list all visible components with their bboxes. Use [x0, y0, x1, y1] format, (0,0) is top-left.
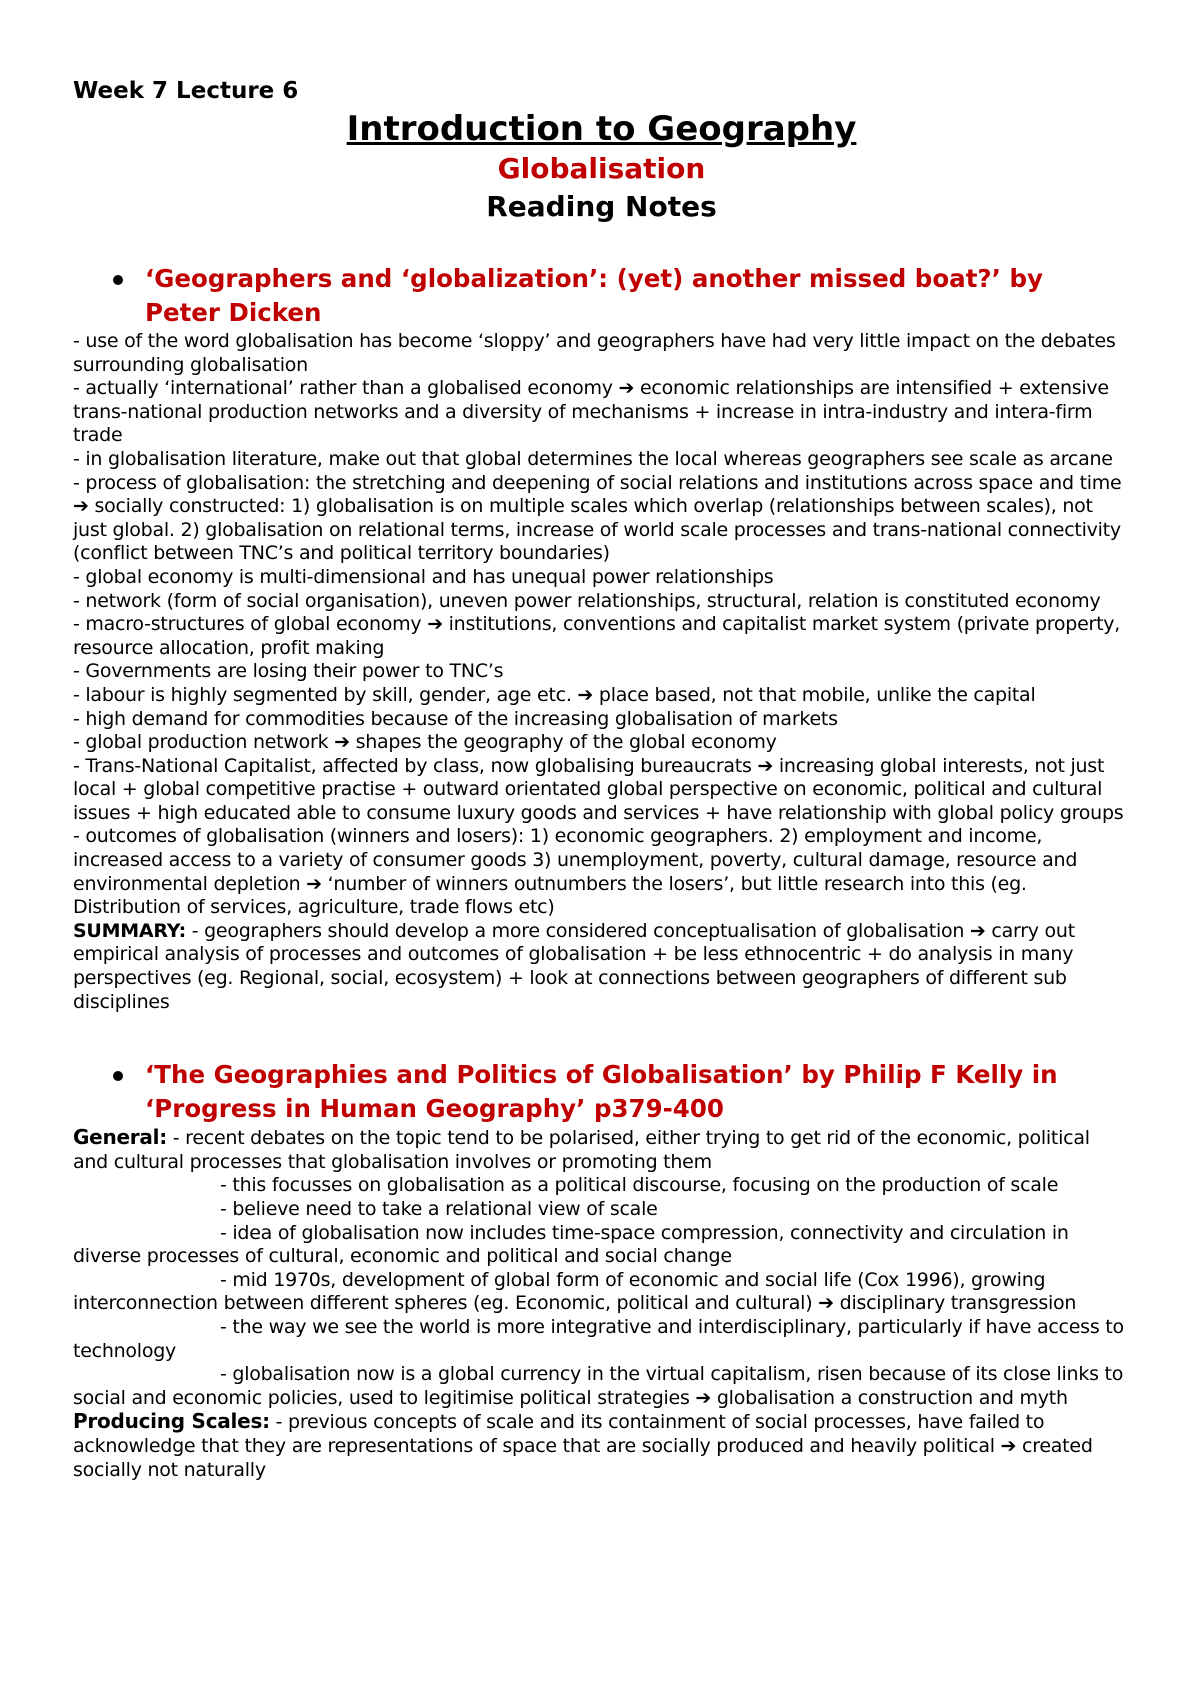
note-line: - high demand for commodities because of the increasing globalisation of markets — [73, 707, 838, 730]
note-line: - the way we see the world is more integrative and interdisciplinary, particularly if have access to technology — [73, 1315, 1124, 1362]
note-line: - use of the word globalisation has become ‘sloppy’ and geographers have had very little impact on the debates surrounding globalisation — [73, 330, 1116, 376]
note-line: - idea of globalisation now includes time-space compression, connectivity and circulation in diverse processes of cultural, economic and political and social change — [73, 1221, 1069, 1268]
general-label: General: — [73, 1125, 167, 1150]
bullet-icon — [113, 1071, 123, 1081]
section2-heading-text: ‘The Geographies and Politics of Globalisation’ by Philip F Kelly in ‘Progress in Human Geography’ p379-400 — [145, 1060, 1058, 1124]
note-line: - this focusses on globalisation as a political discourse, focusing on the production of scale — [220, 1174, 1059, 1197]
week-label: Week 7 Lecture 6 — [73, 78, 299, 104]
page-subtitle: Globalisation — [497, 152, 706, 185]
note-line: - labour is highly segmented by skill, gender, age etc. ➔ place based, not that mobile, unlike the capital — [73, 683, 1036, 706]
note-line: - believe need to take a relational view of scale — [220, 1198, 658, 1220]
page-title: Introduction to Geography — [346, 109, 857, 149]
note-line: - actually ‘international’ rather than a globalised economy ➔ economic relationships are intensified + extensive trans-national production networks and a diversity of mechanisms + increase in intra-industry and intera-firm trade — [73, 377, 1109, 447]
note-line: - in globalisation literature, make out that global determines the local whereas geographers see scale as arcane — [73, 447, 1113, 470]
producing-paragraph — [73, 1410, 1130, 1482]
note-line: - outcomes of globalisation (winners and losers): 1) economic geographers. 2) employment and income, increased access to a variety of consumer goods 3) unemployment, poverty, cultural damage, resource and environmental depletion ➔ ‘number of winners outnumbers the losers’, but little research into this (eg. Distribution of services, agriculture, trade flows etc) — [73, 825, 1078, 919]
section1-heading — [73, 262, 1070, 330]
producing-label: Producing Scales: — [73, 1409, 270, 1434]
note-line: - process of globalisation: the stretching and deepening of social relations and institutions across space and time ➔ socially constructed: 1) globalisation is on multiple scales which overlap (relationships between scales), not just global. 2) globalisation on relational terms, increase of world scale processes and trans-national connectivity (conflict between TNC’s and political territory boundaries) — [73, 471, 1122, 565]
note-line: - network (form of social organisation), uneven power relationships, structural, relation is constituted economy — [73, 589, 1101, 612]
note-line: - global economy is multi-dimensional and has unequal power relationships — [73, 565, 774, 588]
general-paragraph — [73, 1126, 1130, 1174]
note-line: - global production network ➔ shapes the geography of the global economy — [73, 731, 777, 754]
note-line: - Trans-National Capitalist, affected by class, now globalising bureaucrats ➔ increasing global interests, not just local + global competitive practise + outward orientated global perspective on economic, political and cultural issues + high educated able to consume luxury goods and services + have relationship with global policy groups — [73, 754, 1124, 824]
summary-paragraph — [73, 920, 1130, 1014]
note-line: - mid 1970s, development of global form of economic and social life (Cox 1996), growing interconnection between different spheres (eg. Economic, political and cultural) ➔ disciplinary transgression — [73, 1268, 1077, 1315]
bullet-icon — [113, 275, 123, 285]
reading-notes-label: Reading Notes — [486, 190, 717, 223]
note-line: - globalisation now is a global currency in the virtual capitalism, risen because of its close links to social and economic policies, used to legitimise political strategies ➔ globalisation a construction and myth — [73, 1363, 1124, 1409]
section2-heading — [73, 1058, 1070, 1126]
note-line: - macro-structures of global economy ➔ institutions, conventions and capitalist market system (private property, resource allocation, profit making — [73, 613, 1121, 659]
summary-label: SUMMARY: — [73, 919, 186, 942]
section2-notes — [73, 1126, 1130, 1482]
section1-heading-text: ‘Geographers and ‘globalization’: (yet) another missed boat?’ by Peter Dicken — [145, 264, 1043, 327]
note-line: - Governments are losing their power to TNC’s — [73, 660, 504, 683]
summary-text: - geographers should develop a more considered conceptualisation of globalisation ➔ carry out empirical analysis of processes and outcomes of globalisation + be less ethnocentric + do analysis in many perspectives (eg. Regional, social, ecosystem) + look at connections between geographers of different sub disciplines — [73, 919, 1075, 1013]
producing-text: - previous concepts of scale and its containment of social processes, have failed to acknowledge that they are representations of space that are socially produced and heavily political ➔ created socially not naturally — [73, 1411, 1093, 1481]
general-text: - recent debates on the topic tend to be polarised, either trying to get rid of the economic, political and cultural processes that globalisation involves or promoting them — [73, 1127, 1090, 1173]
section1-notes — [73, 330, 1130, 1014]
